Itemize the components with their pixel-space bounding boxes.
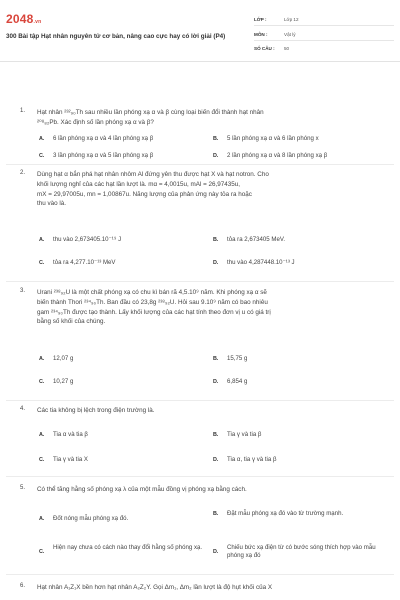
question-line: bằng số khối của chúng. bbox=[37, 318, 106, 326]
question-line: mX = 29,97005u, mn = 1,00867u. Năng lượng của phản ứng này tỏa ra hoặc bbox=[37, 190, 252, 198]
option-label: A. bbox=[39, 516, 45, 522]
meta-row-class bbox=[254, 14, 394, 26]
option-label: A. bbox=[39, 136, 45, 142]
option-text: Tia α, tia γ và tia β bbox=[227, 456, 277, 463]
divider bbox=[6, 281, 394, 282]
option-label: D. bbox=[213, 379, 219, 385]
meta-value: Vật lý bbox=[284, 32, 296, 37]
option-label: A. bbox=[39, 432, 45, 438]
question-line: Các tia không bị lệch trong điện trường là. bbox=[37, 407, 155, 414]
question-line: khối lượng nghỉ của các hạt lần lượt là. mα = 4,0015u, mAl = 26,97435u, bbox=[37, 180, 241, 188]
question-text bbox=[37, 406, 383, 416]
option-text: thu vào 2,673405.10⁻¹⁹ J bbox=[53, 236, 122, 243]
option-label: A. bbox=[39, 356, 45, 362]
option-label: C. bbox=[39, 457, 45, 463]
option-text: thu vào 4,287448.10⁻¹³ J bbox=[227, 259, 295, 266]
option-label: C. bbox=[39, 260, 45, 266]
meta-row-count bbox=[254, 43, 394, 55]
option-text: 3 lần phóng xạ α và 5 lần phóng xạ β bbox=[53, 152, 154, 159]
question-number: 2. bbox=[20, 170, 26, 176]
divider bbox=[6, 400, 394, 401]
question-text bbox=[37, 288, 383, 327]
option-label: D. bbox=[213, 549, 219, 555]
option-text: Chiếu bức xạ điện từ có bước sóng thích hợp vào mẫu phóng xạ đó bbox=[227, 544, 376, 560]
meta-key: LỚP : bbox=[254, 17, 267, 22]
question-number: 3. bbox=[20, 288, 26, 294]
option-text: Đặt mẫu phóng xạ đó vào từ trường mạnh. bbox=[227, 510, 344, 517]
option-text: 2 lần phóng xạ α và 8 lần phóng xạ β bbox=[227, 152, 328, 159]
option-text: 12,07 g bbox=[53, 355, 74, 362]
question-text bbox=[37, 170, 383, 209]
option-label: D. bbox=[213, 457, 219, 463]
option-text: 5 lần phóng xạ α và 6 lần phóng x bbox=[227, 135, 319, 142]
question-line: Có thể tăng hằng số phóng xạ λ của một mẫu đồng vị phóng xạ bằng cách. bbox=[37, 486, 247, 493]
option-text: Đốt nóng mẫu phóng xạ đó. bbox=[53, 515, 129, 522]
question-line: biến thành Thori ²³⁴₉₀Th. Ban đầu có 23,8g ²³⁸₉₂U. Hỏi sau 9.10⁹ năm có bao nhiêu bbox=[37, 298, 268, 306]
option-label: B. bbox=[213, 136, 219, 142]
divider bbox=[6, 164, 394, 165]
option-label: A. bbox=[39, 237, 45, 243]
option-text: Hiện nay chưa có cách nào thay đổi hằng số phóng xạ. bbox=[53, 544, 203, 551]
question-number: 1. bbox=[20, 108, 26, 114]
option-text: Tia γ và tia X bbox=[53, 456, 88, 463]
meta-value: Lớp 12 bbox=[284, 17, 299, 22]
document-header bbox=[0, 0, 400, 62]
option-label: D. bbox=[213, 260, 219, 266]
option-label: B. bbox=[213, 356, 219, 362]
meta-value: 50 bbox=[284, 46, 290, 51]
question-line: thu vào là. bbox=[37, 200, 67, 208]
option-text: 10,27 g bbox=[53, 378, 74, 385]
question-line: Urani ²³⁸₉₂U là một chất phóng xạ có chu kì bán rã 4,5.10⁹ năm. Khi phóng xạ α sẽ bbox=[37, 289, 267, 296]
meta-key: SỐ CÂU : bbox=[254, 46, 275, 51]
option-text: 6 lần phóng xạ α và 4 lần phóng xạ β bbox=[53, 135, 154, 142]
option-label: D. bbox=[213, 153, 219, 159]
option-text: tỏa ra 4,277.10⁻¹³ MeV bbox=[53, 259, 116, 266]
page-title: 300 Bài tập Hạt nhân nguyên tử cơ bản, nâng cao cực hay có lời giải (P4) bbox=[6, 33, 226, 40]
question-text bbox=[37, 485, 383, 495]
question-line: Hạt nhân A₁Z₁X bền hơn hạt nhân A₂Z₂Y. Gọi Δm₁, Δm₂ lần lượt là độ hụt khối của X bbox=[37, 584, 273, 591]
option-label: C. bbox=[39, 549, 45, 555]
question-line: ²⁰⁸₈₂Pb. Xác định số lần phóng xạ α và β? bbox=[37, 118, 154, 126]
question-text bbox=[37, 583, 383, 593]
divider bbox=[6, 574, 394, 575]
question-line: Hạt nhân ²³²₉₀Th sau nhiều lần phóng xạ α và β cùng loại biến đổi thành hạt nhân bbox=[37, 109, 264, 116]
site-logo[interactable]: 2048.vn bbox=[6, 12, 42, 26]
option-text: Tia α và tia β bbox=[53, 431, 88, 438]
meta-key: MÔN : bbox=[254, 32, 268, 37]
option-text: Tia γ và tia β bbox=[227, 431, 262, 438]
option-text: 15,75 g bbox=[227, 355, 248, 362]
option-label: C. bbox=[39, 153, 45, 159]
question-number: 5. bbox=[20, 485, 26, 491]
option-label: B. bbox=[213, 237, 219, 243]
question-line: Dùng hạt α bắn phá hạt nhân nhôm Al đứng yên thu được hạt X và hạt notron. Cho bbox=[37, 171, 269, 178]
question-line: gam ²³⁴₉₀Th được tạo thành. Lấy khối lượng của các hạt tính theo đơn vị u có giá trị bbox=[37, 308, 271, 316]
option-text: tỏa ra 2,673405 MeV. bbox=[227, 236, 286, 243]
option-text: 6,854 g bbox=[227, 378, 248, 385]
option-label: B. bbox=[213, 511, 219, 517]
divider bbox=[6, 476, 394, 477]
option-label: C. bbox=[39, 379, 45, 385]
meta-row-subject bbox=[254, 29, 394, 41]
question-number: 6. bbox=[20, 583, 26, 589]
question-text bbox=[37, 108, 383, 128]
question-number: 4. bbox=[20, 406, 26, 412]
option-label: B. bbox=[213, 432, 219, 438]
